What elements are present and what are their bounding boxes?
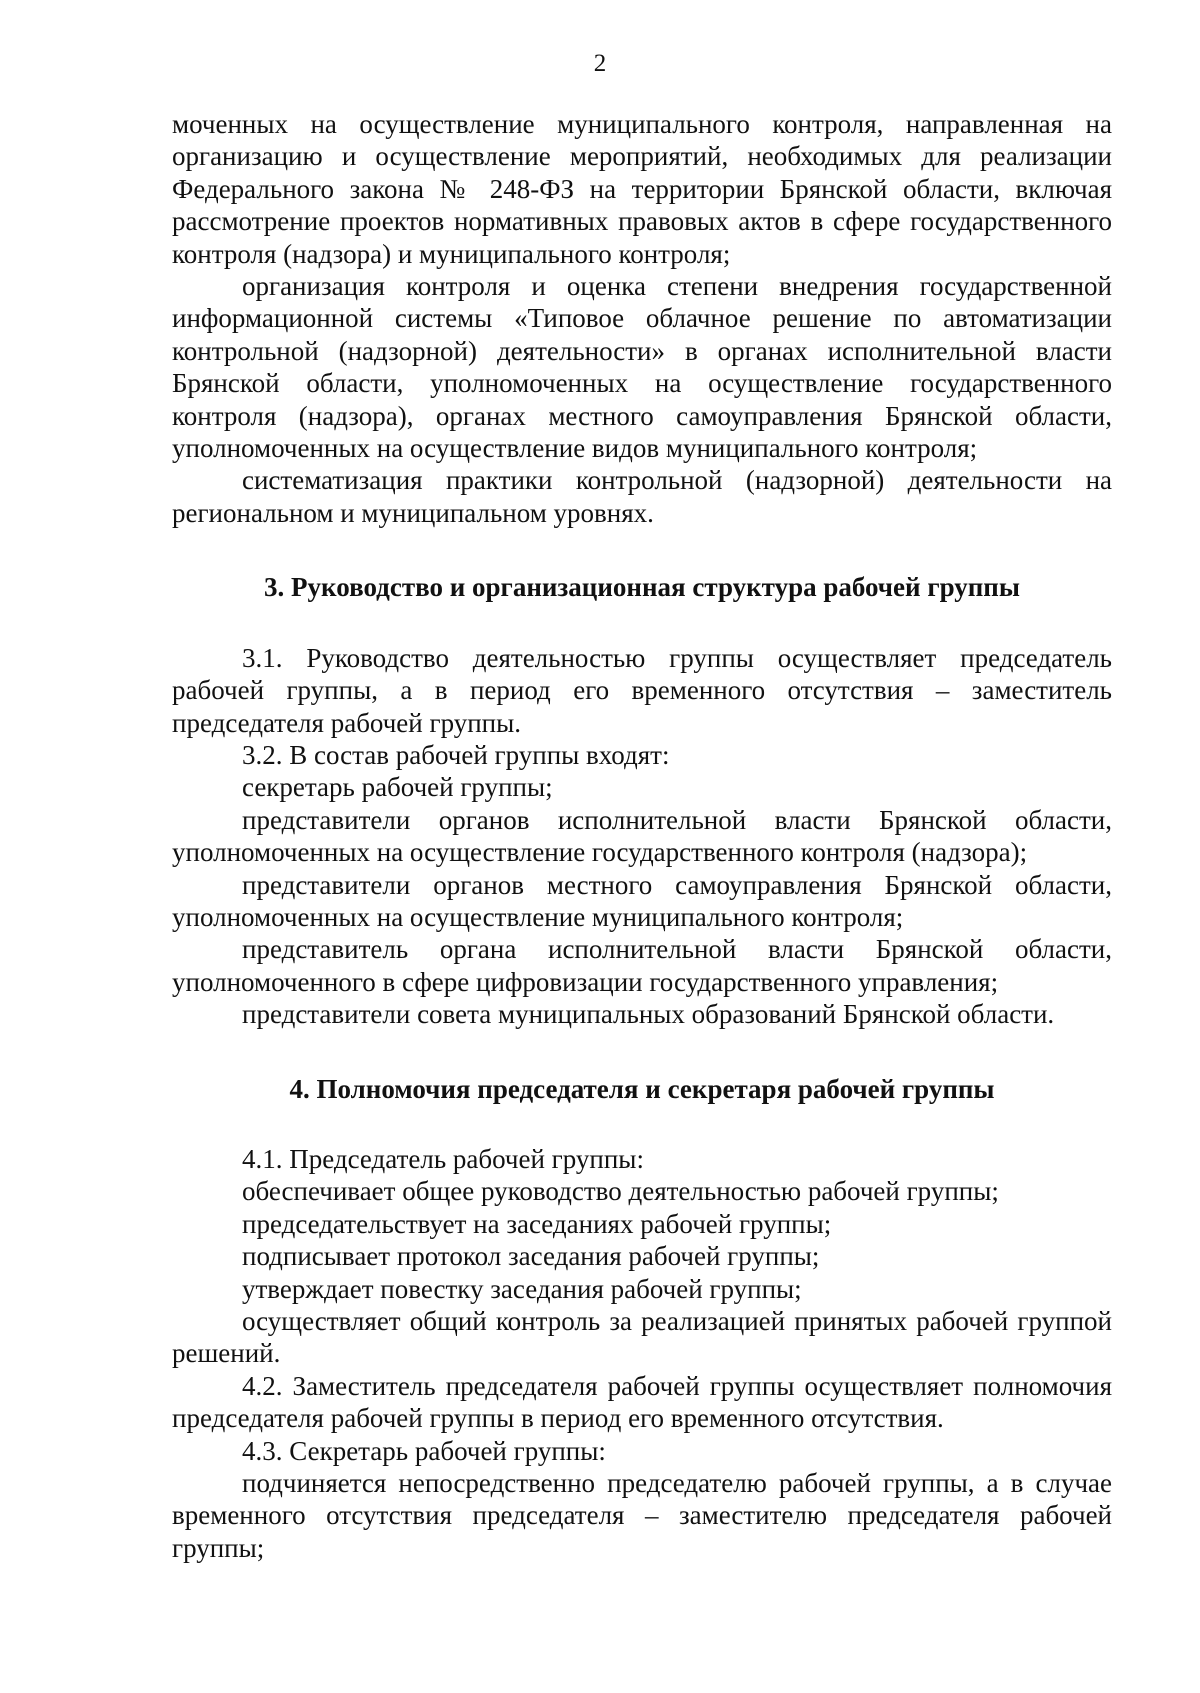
paragraph: 3.2. В состав рабочей группы входят:	[242, 739, 670, 770]
page-number: 2	[593, 50, 607, 77]
list-item: утверждает повестку заседания рабочей группы;	[242, 1273, 802, 1304]
section-heading-3: 3. Руководство и организационная структура рабочей группы	[264, 572, 1020, 603]
list-item: представители органов местного самоуправления Брянской области, уполномоченных на осуществление муниципального контроля;	[172, 869, 1112, 932]
list-item: представители совета муниципальных образований Брянской области.	[242, 999, 1055, 1030]
list-item: представитель органа исполнительной власти Брянской области, уполномоченного в сфере цифровизации государственного управления;	[172, 934, 1112, 997]
list-item: осуществляет общий контроль за реализацией принятых рабочей группой решений.	[172, 1306, 1112, 1369]
paragraph: 4.1. Председатель рабочей группы:	[242, 1143, 644, 1174]
paragraph: организация контроля и оценка степени внедрения государственной информационной системы «Типовое облачное решение по автоматизации контрольной (надзорной) деятельности» в органах исполнительной власти Брянской области, уполномоченных на осуществление государственного контроля (надзора), органах местного самоуправления Брянской области, уполномоченных на осуществление видов муниципального контроля;	[172, 271, 1112, 464]
list-item: подчиняется непосредственно председателю рабочей группы, а в случае временного отсутствия председателя – заместителю председателя рабочей группы;	[172, 1468, 1112, 1563]
list-item: представители органов исполнительной власти Брянской области, уполномоченных на осуществление государственного контроля (надзора);	[172, 804, 1112, 868]
list-item: обеспечивает общее руководство деятельностью рабочей группы;	[242, 1176, 999, 1207]
document-body	[172, 108, 1112, 1564]
paragraph: 4.3. Секретарь рабочей группы:	[242, 1435, 606, 1466]
list-item: секретарь рабочей группы;	[242, 772, 553, 803]
paragraph: 4.2. Заместитель председателя рабочей группы осуществляет полномочия председателя рабочей группы в период его временного отсутствия.	[172, 1370, 1112, 1434]
list-item: подписывает протокол заседания рабочей группы;	[242, 1241, 820, 1272]
paragraph-continuation: моченных на осуществление муниципального контроля, направленная на организацию и осуществление мероприятий, необходимых для реализации Федерального закона № 248-ФЗ на территории Брянской области, включая рассмотрение проектов нормативных правовых актов в сфере государственного контроля (надзора) и муниципального контроля;	[172, 109, 1112, 269]
section-heading-4: 4. Полномочия председателя и секретаря рабочей группы	[289, 1073, 995, 1104]
list-item: председательствует на заседаниях рабочей группы;	[242, 1208, 832, 1239]
paragraph: систематизация практики контрольной (надзорной) деятельности на региональном и муниципальном уровнях.	[172, 465, 1112, 528]
paragraph: 3.1. Руководство деятельностью группы осуществляет председатель рабочей группы, а в период его временного отсутствия – заместитель председателя рабочей группы.	[172, 642, 1112, 738]
